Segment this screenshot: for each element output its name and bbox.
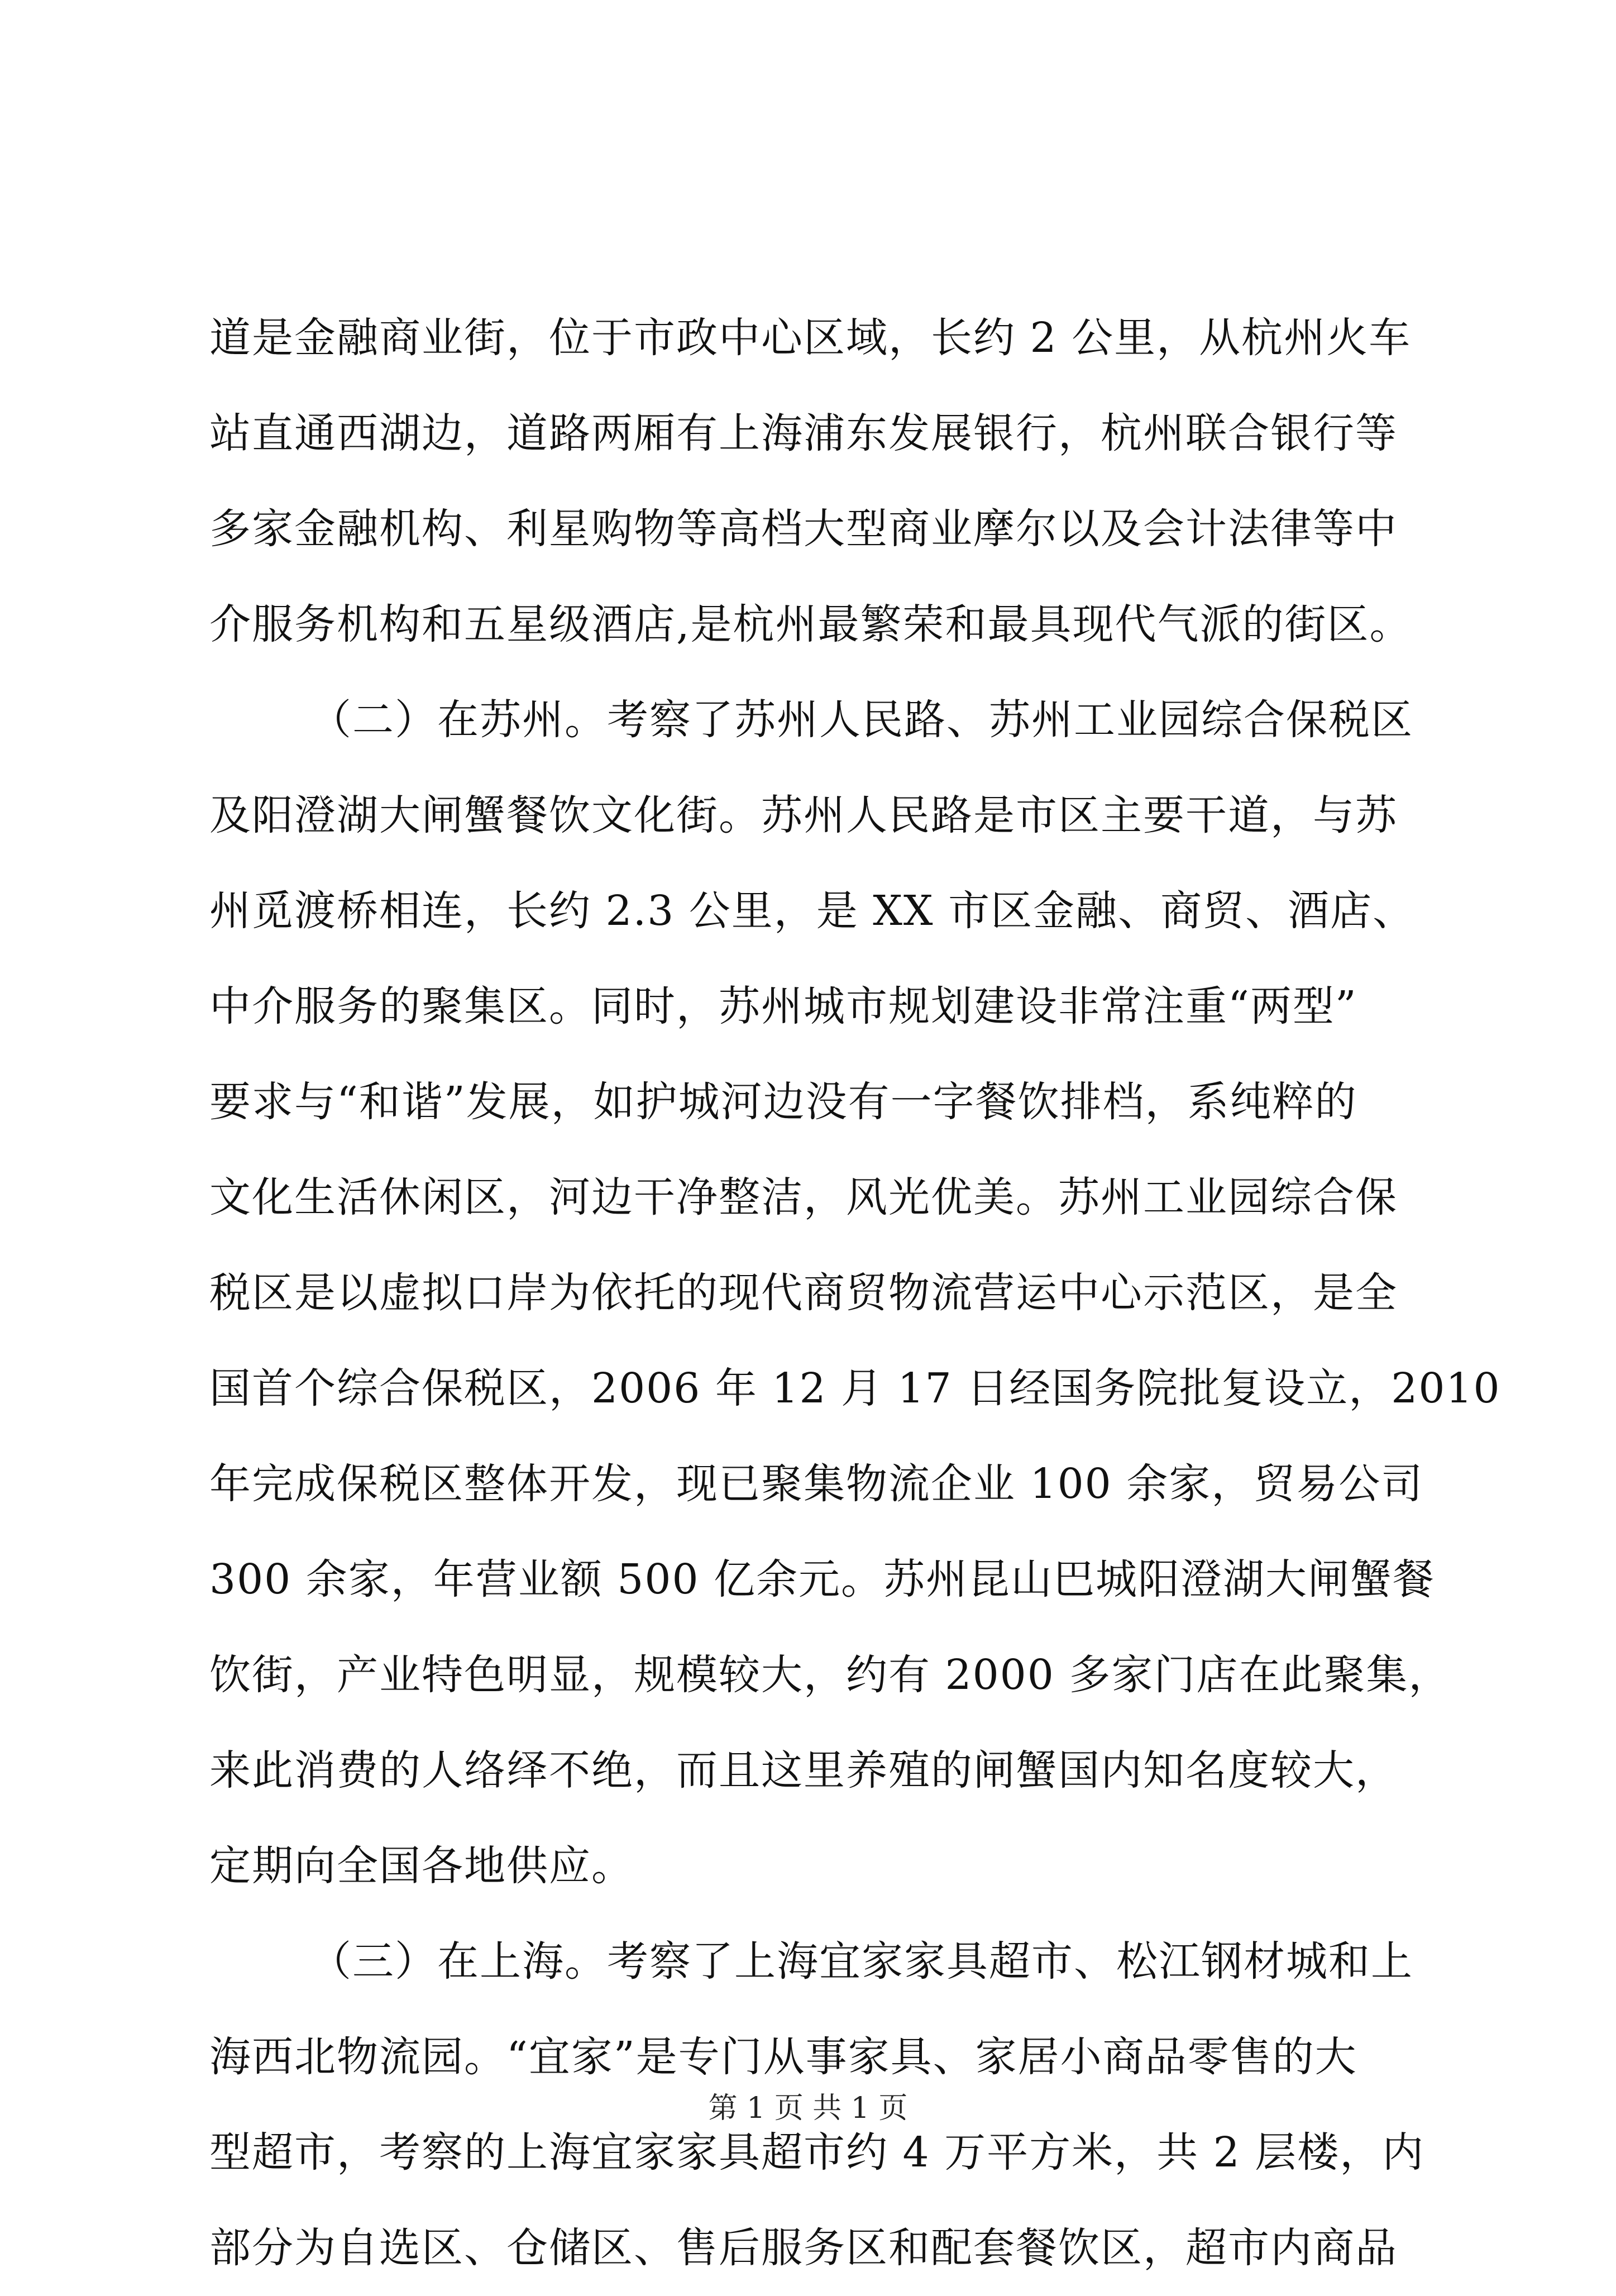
- text-line: 税区是以虚拟口岸为依托的现代商贸物流营运中心示范区，是全: [209, 1269, 1398, 1317]
- text-line: 中介服务的聚集区。同时，苏州城市规划建设非常注重“两型”: [209, 982, 1357, 1030]
- text-line: 及阳澄湖大闸蟹餐饮文化街。苏州人民路是市区主要干道，与苏: [209, 791, 1398, 839]
- text-line: 型超市，考察的上海宜家家具超市约 4 万平方米，共 2 层楼，内: [209, 2128, 1425, 2176]
- text-line: 国首个综合保税区，2006 年 12 月 17 日经国务院批复设立，2010: [209, 1364, 1501, 1412]
- paragraph-start-line: （二）在苏州。考察了苏州人民路、苏州工业园综合保税区: [310, 696, 1413, 744]
- text-line: 州觅渡桥相连，长约 2.3 公里，是 XX 市区金融、商贸、酒店、: [209, 887, 1416, 935]
- text-line: 来此消费的人络绎不绝，而且这里养殖的闸蟹国内知名度较大，: [209, 1746, 1398, 1794]
- text-line: 介服务机构和五星级酒店,是杭州最繁荣和最具现代气派的街区。: [209, 600, 1412, 648]
- text-line: 站直通西湖边，道路两厢有上海浦东发展银行，杭州联合银行等: [209, 409, 1398, 457]
- text-line: 海西北物流园。“宜家”是专门从事家具、家居小商品零售的大: [209, 2033, 1357, 2081]
- paragraph-start-line: （三）在上海。考察了上海宜家家具超市、松江钢材城和上: [310, 1937, 1413, 1985]
- text-line: 道是金融商业街，位于市政中心区域，长约 2 公里，从杭州火车: [209, 314, 1412, 362]
- text-line: 部分为自选区、仓储区、售后服务区和配套餐饮区，超市内商品: [209, 2224, 1398, 2272]
- document-body: [209, 290, 1501, 2296]
- text-line: 要求与“和谐”发展，如护城河边没有一字餐饮排档，系纯粹的: [209, 1078, 1357, 1126]
- text-line: 多家金融机构、利星购物等高档大型商业摩尔以及会计法律等中: [209, 505, 1398, 553]
- text-line: 年完成保税区整体开发，现已聚集物流企业 100 余家，贸易公司: [209, 1460, 1424, 1508]
- text-line: 300 余家，年营业额 500 亿余元。苏州昆山巴城阳澄湖大闸蟹餐: [209, 1555, 1436, 1603]
- text-line: 定期向全国各地供应。: [209, 1842, 634, 1890]
- page-number-label: 第 1 页 共 1 页: [708, 2092, 908, 2125]
- text-line: 文化生活休闲区，河边干净整洁，风光优美。苏州工业园综合保: [209, 1173, 1398, 1221]
- text-line: 饮街，产业特色明显，规模较大，约有 2000 多家门店在此聚集，: [209, 1651, 1451, 1699]
- page-footer: [0, 2089, 1616, 2128]
